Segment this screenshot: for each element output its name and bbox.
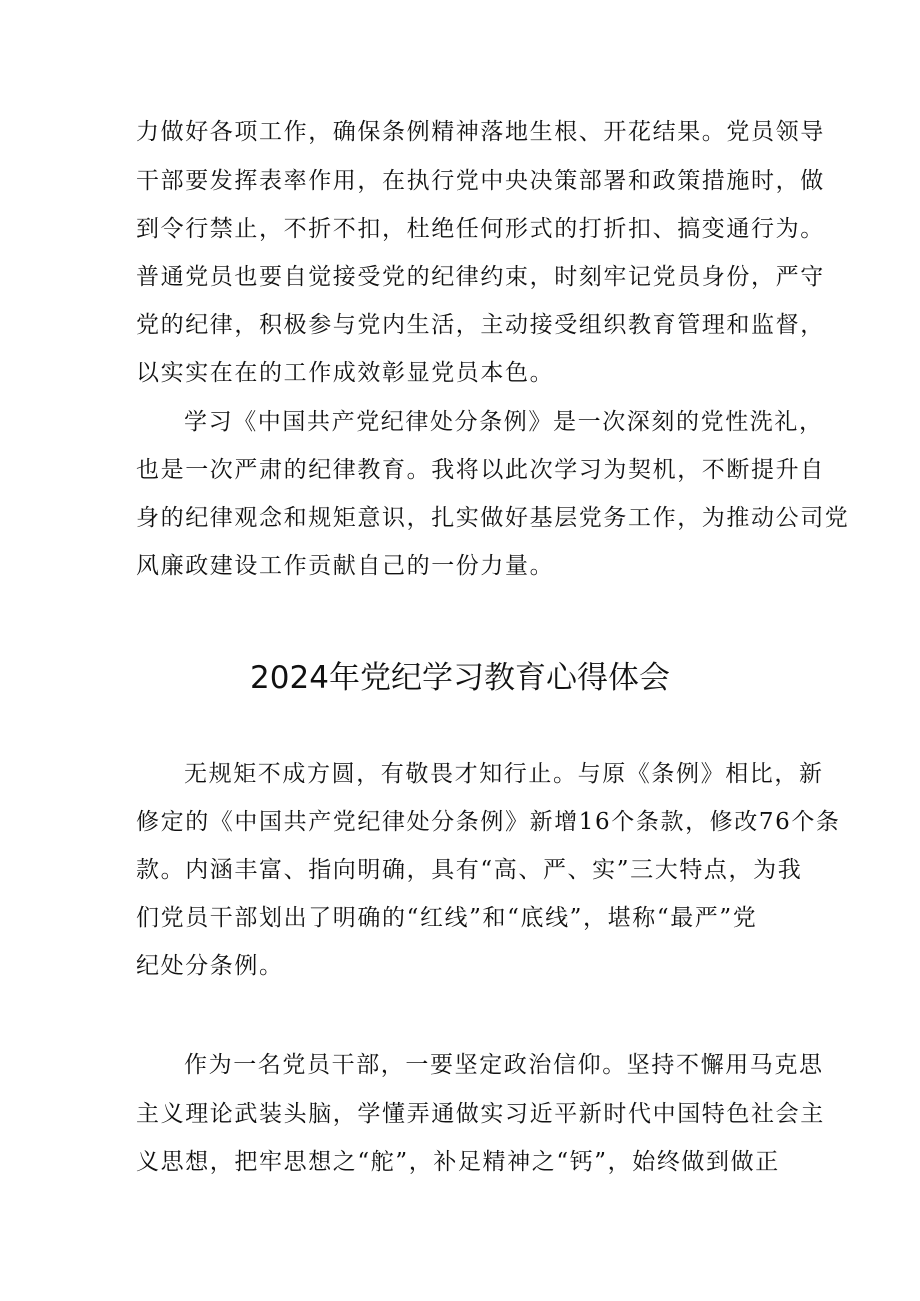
text-line: 党的纪律，积极参与党内生活，主动接受组织教育管理和监督， bbox=[136, 312, 825, 338]
text-line: 学习《中国共产党纪律处分条例》是一次深刻的党性洗礼， bbox=[184, 409, 824, 435]
text-line: 力做好各项工作，确保条例精神落地生根、开花结果。党员领导 bbox=[136, 119, 825, 145]
text-line: 主义理论武装头脑，学懂弄通做实习近平新时代中国特色社会主 bbox=[136, 1101, 825, 1127]
text-line: 以实实在在的工作成效彰显党员本色。 bbox=[136, 360, 555, 386]
text-line: 们党员干部划出了明确的“红线”和“底线”，堪称“最严”党 bbox=[136, 905, 758, 931]
page-title: 2024年党纪学习教育心得体会 bbox=[250, 660, 670, 696]
text-line: 风廉政建设工作贡献自己的一份力量。 bbox=[136, 553, 555, 579]
text-line: 作为一名党员干部，一要坚定政治信仰。坚持不懈用马克思 bbox=[184, 1052, 824, 1078]
text-line: 款。内涵丰富、指向明确，具有“高、严、实”三大特点，为我 bbox=[136, 857, 803, 883]
text-line: 身的纪律观念和规矩意识，扎实做好基层党务工作，为推动公司党 bbox=[136, 505, 850, 531]
text-line: 普通党员也要自觉接受党的纪律约束，时刻牢记党员身份，严守 bbox=[136, 264, 825, 290]
text-line: 到令行禁止，不折不扣，杜绝任何形式的打折扣、搞变通行为。 bbox=[136, 216, 825, 242]
text-line: 修定的《中国共产党纪律处分条例》新增16个条款，修改76个条 bbox=[136, 809, 841, 835]
text-line: 干部要发挥表率作用，在执行党中央决策部署和政策措施时，做 bbox=[136, 168, 825, 194]
text-line: 也是一次严肃的纪律教育。我将以此次学习为契机，不断提升自 bbox=[136, 457, 825, 483]
text-line: 义思想，把牢思想之“舵”，补足精神之“钙”，始终做到做正 bbox=[136, 1149, 780, 1175]
text-line: 无规矩不成方圆，有敬畏才知行止。与原《条例》相比，新 bbox=[184, 761, 824, 787]
text-line: 纪处分条例。 bbox=[136, 953, 284, 979]
